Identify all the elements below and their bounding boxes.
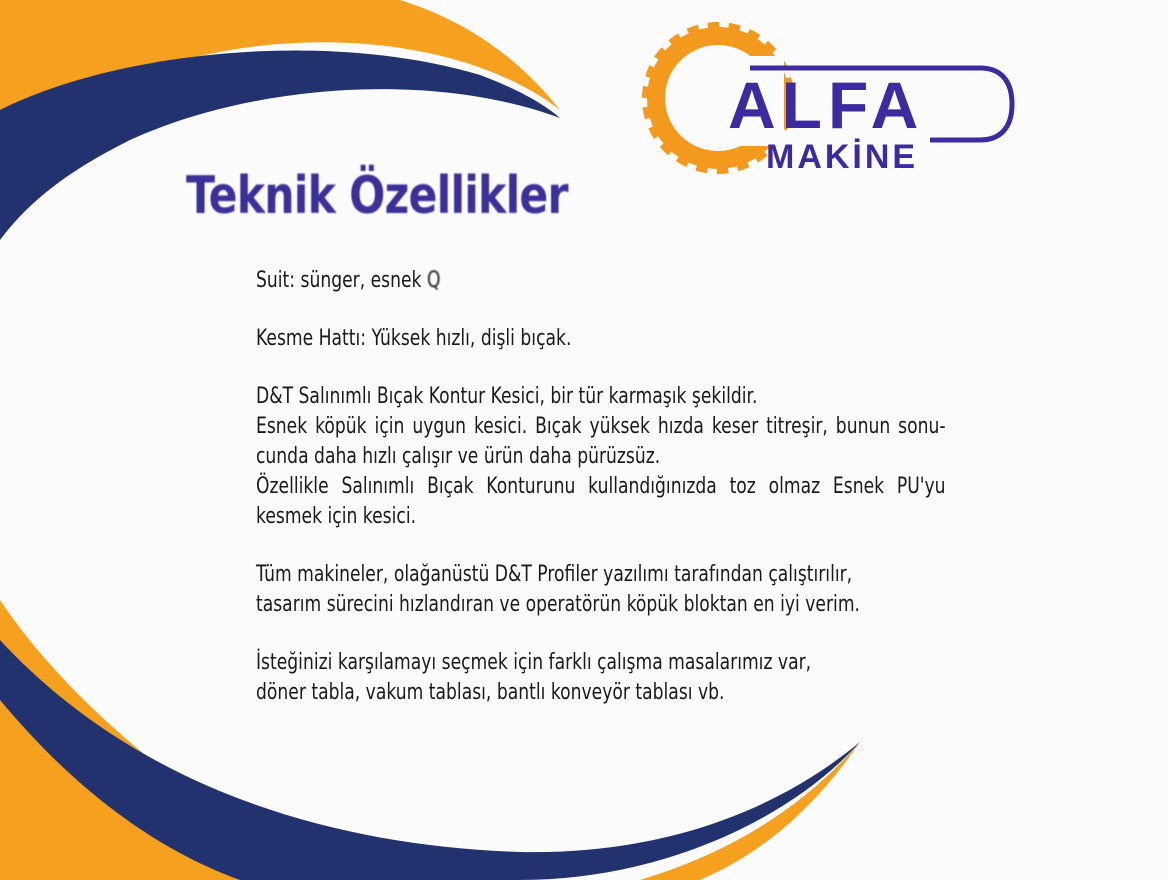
cutting-line-text: Kesme Hattı: Yüksek hızlı, dişli bıçak. [256,326,572,351]
material-text-blurred: Q [426,268,441,293]
software-line-2: tasarım sürecini hızlandıran ve operatörün köpük bloktan en iyi verim. [256,592,860,617]
logo-sub-text: MAKİNE [766,138,919,176]
document-body [256,266,946,736]
material-text: Suit: sünger, esnek [256,268,422,293]
tables-line-2: döner tabla, vakum tablası, bantlı konveyör tablası vb. [256,680,725,705]
paragraph-tables [256,648,946,708]
contour-line-1: D&T Salınımlı Bıçak Kontur Kesici, bir tür karmaşık şekildir. [256,384,758,409]
contour-line-3: cunda daha hızlı çalışır ve ürün daha pürüzsüz. [256,444,661,469]
paragraph-cutting-line [256,324,946,354]
paragraph-software [256,560,946,620]
contour-line-2: Esnek köpük için uygun kesici. Bıçak yüksek hızda keser titreşir, bunun sonu- [256,414,946,439]
tables-line-1: İsteğinizi karşılamayı seçmek için farklı çalışma masalarımız var, [256,650,812,675]
contour-line-5: kesmek için kesici. [256,504,417,529]
contour-line-4: Özellikle Salınımlı Bıçak Konturunu kullandığınızda toz olmaz Esnek PU'yu [256,474,946,499]
paragraph-contour-cutter [256,382,946,532]
software-line-1: Tüm makineler, olağanüstü D&T Profiler yazılımı tarafından çalıştırılır, [256,562,853,587]
page-title: Teknik Özellikler [186,166,568,226]
alfa-makine-logo [640,16,1030,186]
paragraph-material [256,266,946,296]
logo-main-text: ALFA [728,68,925,142]
